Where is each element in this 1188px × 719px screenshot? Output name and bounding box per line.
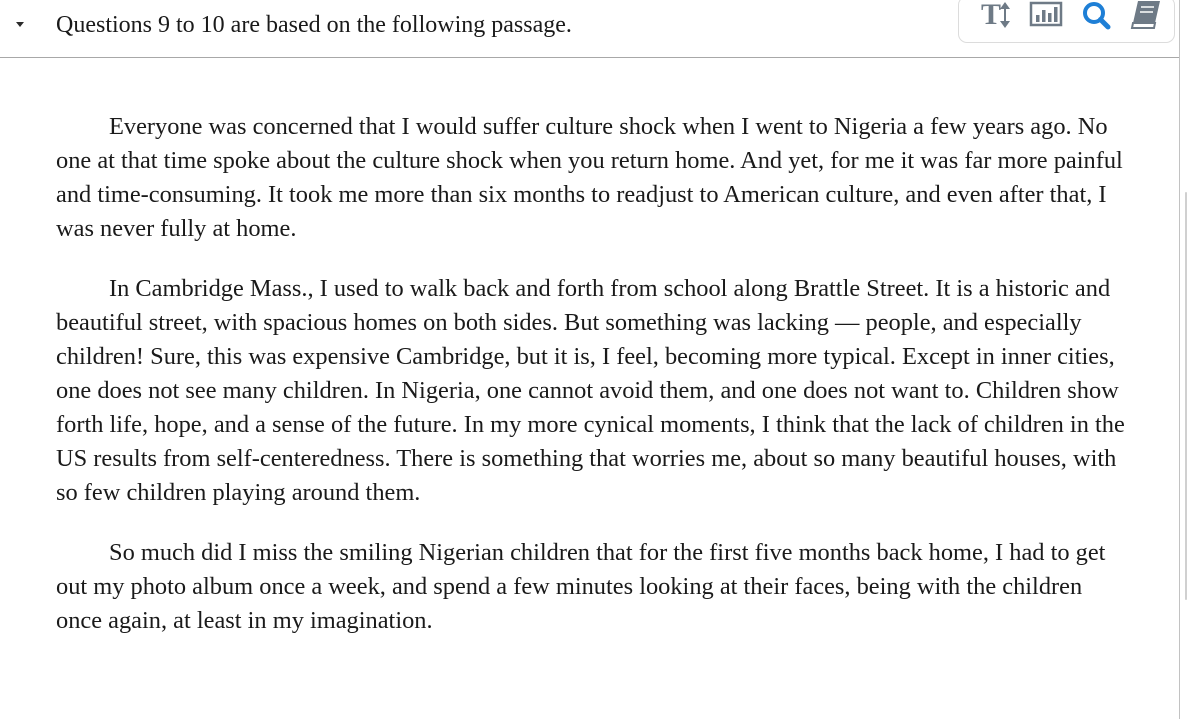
text-size-icon <box>979 0 1019 37</box>
book-button[interactable] <box>1127 0 1167 37</box>
reading-passage <box>56 110 1126 664</box>
text-size-button[interactable] <box>979 0 1019 37</box>
chart-icon <box>1027 0 1067 37</box>
reading-toolbar <box>958 0 1175 43</box>
passage-paragraph-2: In Cambridge Mass., I used to walk back and forth from school along Brattle Street. It is a historic and beautiful street, with spacious homes on both sides. But something was lacking — people, and especially children! Sure, this was expensive Cambridge, but it is, I feel, becoming more typical. Except in inner cities, one does not see many children. In Nigeria, one cannot avoid them, and one does not want to. Children show forth life, hope, and a sense of the future. In my more cynical moments, I think that the lack of children in the US results from self-centeredness. There is something that worries me, about so many beautiful houses, with so few children playing around them. <box>56 275 1125 506</box>
pane-divider <box>1179 0 1180 719</box>
passage-paragraph-3: So much did I miss the smiling Nigerian children that for the first five months back home, I had to get out my photo album once a week, and spend a few minutes looking at their faces, being with the children once again, at least in my imagination. <box>56 539 1106 634</box>
chart-button[interactable] <box>1027 0 1067 37</box>
scrollbar-thumb[interactable] <box>1185 192 1187 600</box>
collapse-caret-icon[interactable] <box>16 22 24 27</box>
header-title: Questions 9 to 10 are based on the following passage. <box>56 12 572 38</box>
question-header <box>0 0 1179 58</box>
search-icon <box>1077 0 1117 37</box>
search-button[interactable] <box>1077 0 1117 37</box>
svg-text:T: T <box>981 0 1002 31</box>
book-icon <box>1127 0 1167 37</box>
passage-paragraph-1: Everyone was concerned that I would suffer culture shock when I went to Nigeria a few years ago. No one at that time spoke about the culture shock when you return home. And yet, for me it was far more painful and time-consuming. It took me more than six months to readjust to American culture, and even after that, I was never fully at home. <box>56 113 1123 242</box>
